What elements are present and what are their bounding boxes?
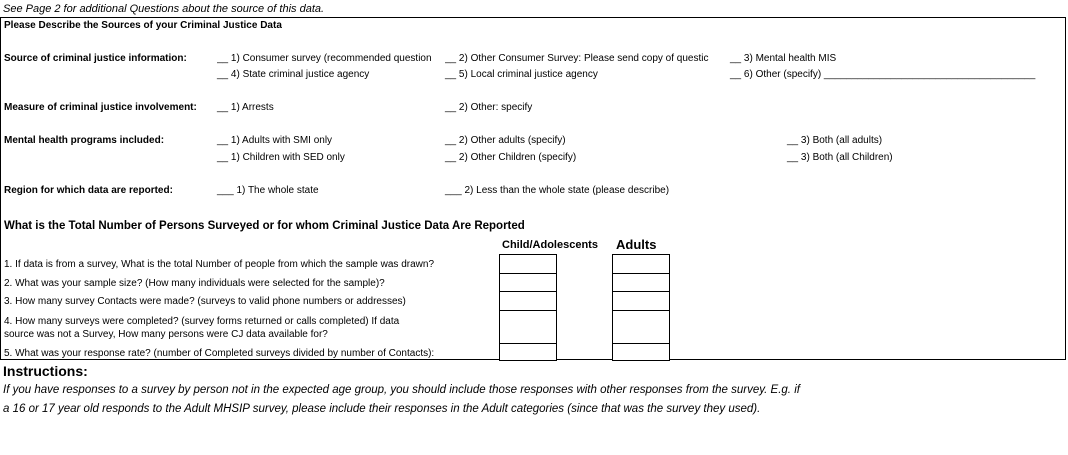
column-header-adults: Adults [616,237,657,252]
region-option-less-than-state[interactable]: ___ 2) Less than the whole state (please describe) [445,185,670,196]
source-label: Source of criminal justice information: [4,53,187,64]
column-header-child: Child/Adolescents [502,239,598,251]
programs-label: Mental health programs included: [4,135,165,146]
program-option-other-adults[interactable]: __ 2) Other adults (specify) [445,135,566,146]
question-5: 5. What was your response rate? (number of Completed surveys divided by number of Contacts): [4,348,435,359]
adult-completed-cell[interactable] [612,310,670,344]
question-2: 2. What was your sample size? (How many individuals were selected for the sample)? [4,278,385,289]
program-option-both-children[interactable]: __ 3) Both (all Children) [787,152,893,163]
instructions-line-2: a 16 or 17 year old responds to the Adult MHSIP survey, please include their responses in the Adult categories (since that was the survey they used). [3,403,761,415]
source-option-other[interactable]: __ 6) Other (specify) ______________________________________ [730,69,1036,80]
source-option-consumer-survey[interactable]: __ 1) Consumer survey (recommended question [217,53,432,64]
source-option-other-consumer-survey[interactable]: __ 2) Other Consumer Survey: Please send copy of questic [445,53,709,64]
program-option-other-children[interactable]: __ 2) Other Children (specify) [445,152,577,163]
question-1: 1. If data is from a survey, What is the total Number of people from which the sample was drawn? [4,259,435,270]
instructions-line-1: If you have responses to a survey by person not in the expected age group, you should include those responses with other responses from the survey. E.g. if [3,384,800,396]
adult-contacts-cell[interactable] [612,291,670,311]
source-option-local-agency[interactable]: __ 5) Local criminal justice agency [445,69,598,80]
measure-option-other[interactable]: __ 2) Other: specify [445,102,533,113]
question-3: 3. How many survey Contacts were made? (surveys to valid phone numbers or addresses) [4,296,406,307]
child-total-population-cell[interactable] [499,254,557,274]
source-option-state-agency[interactable]: __ 4) State criminal justice agency [217,69,370,80]
adult-sample-size-cell[interactable] [612,273,670,292]
program-option-adults-smi[interactable]: __ 1) Adults with SMI only [217,135,333,146]
measure-option-arrests[interactable]: __ 1) Arrests [217,102,274,113]
region-label: Region for which data are reported: [4,185,173,196]
source-option-mental-health-mis[interactable]: __ 3) Mental health MIS [730,53,837,64]
top-note: See Page 2 for additional Questions about the source of this data. [3,3,325,15]
instructions-title: Instructions: [3,363,88,379]
section-title: Please Describe the Sources of your Criminal Justice Data [4,20,282,31]
child-response-rate-cell[interactable] [499,343,557,361]
measure-label: Measure of criminal justice involvement: [4,102,197,113]
child-contacts-cell[interactable] [499,291,557,311]
adult-total-population-cell[interactable] [612,254,670,274]
program-option-children-sed[interactable]: __ 1) Children with SED only [217,152,345,163]
totals-heading: What is the Total Number of Persons Surveyed or for whom Criminal Justice Data Are Reported [4,220,525,232]
region-option-whole-state[interactable]: ___ 1) The whole state [217,185,319,196]
question-4-line-1: 4. How many surveys were completed? (survey forms returned or calls completed) If data [4,316,400,327]
program-option-both-adults[interactable]: __ 3) Both (all adults) [787,135,883,146]
adult-response-rate-cell[interactable] [612,343,670,361]
child-completed-cell[interactable] [499,310,557,344]
child-sample-size-cell[interactable] [499,273,557,292]
question-4-line-2: source was not a Survey, How many persons were CJ data available for? [4,329,328,340]
